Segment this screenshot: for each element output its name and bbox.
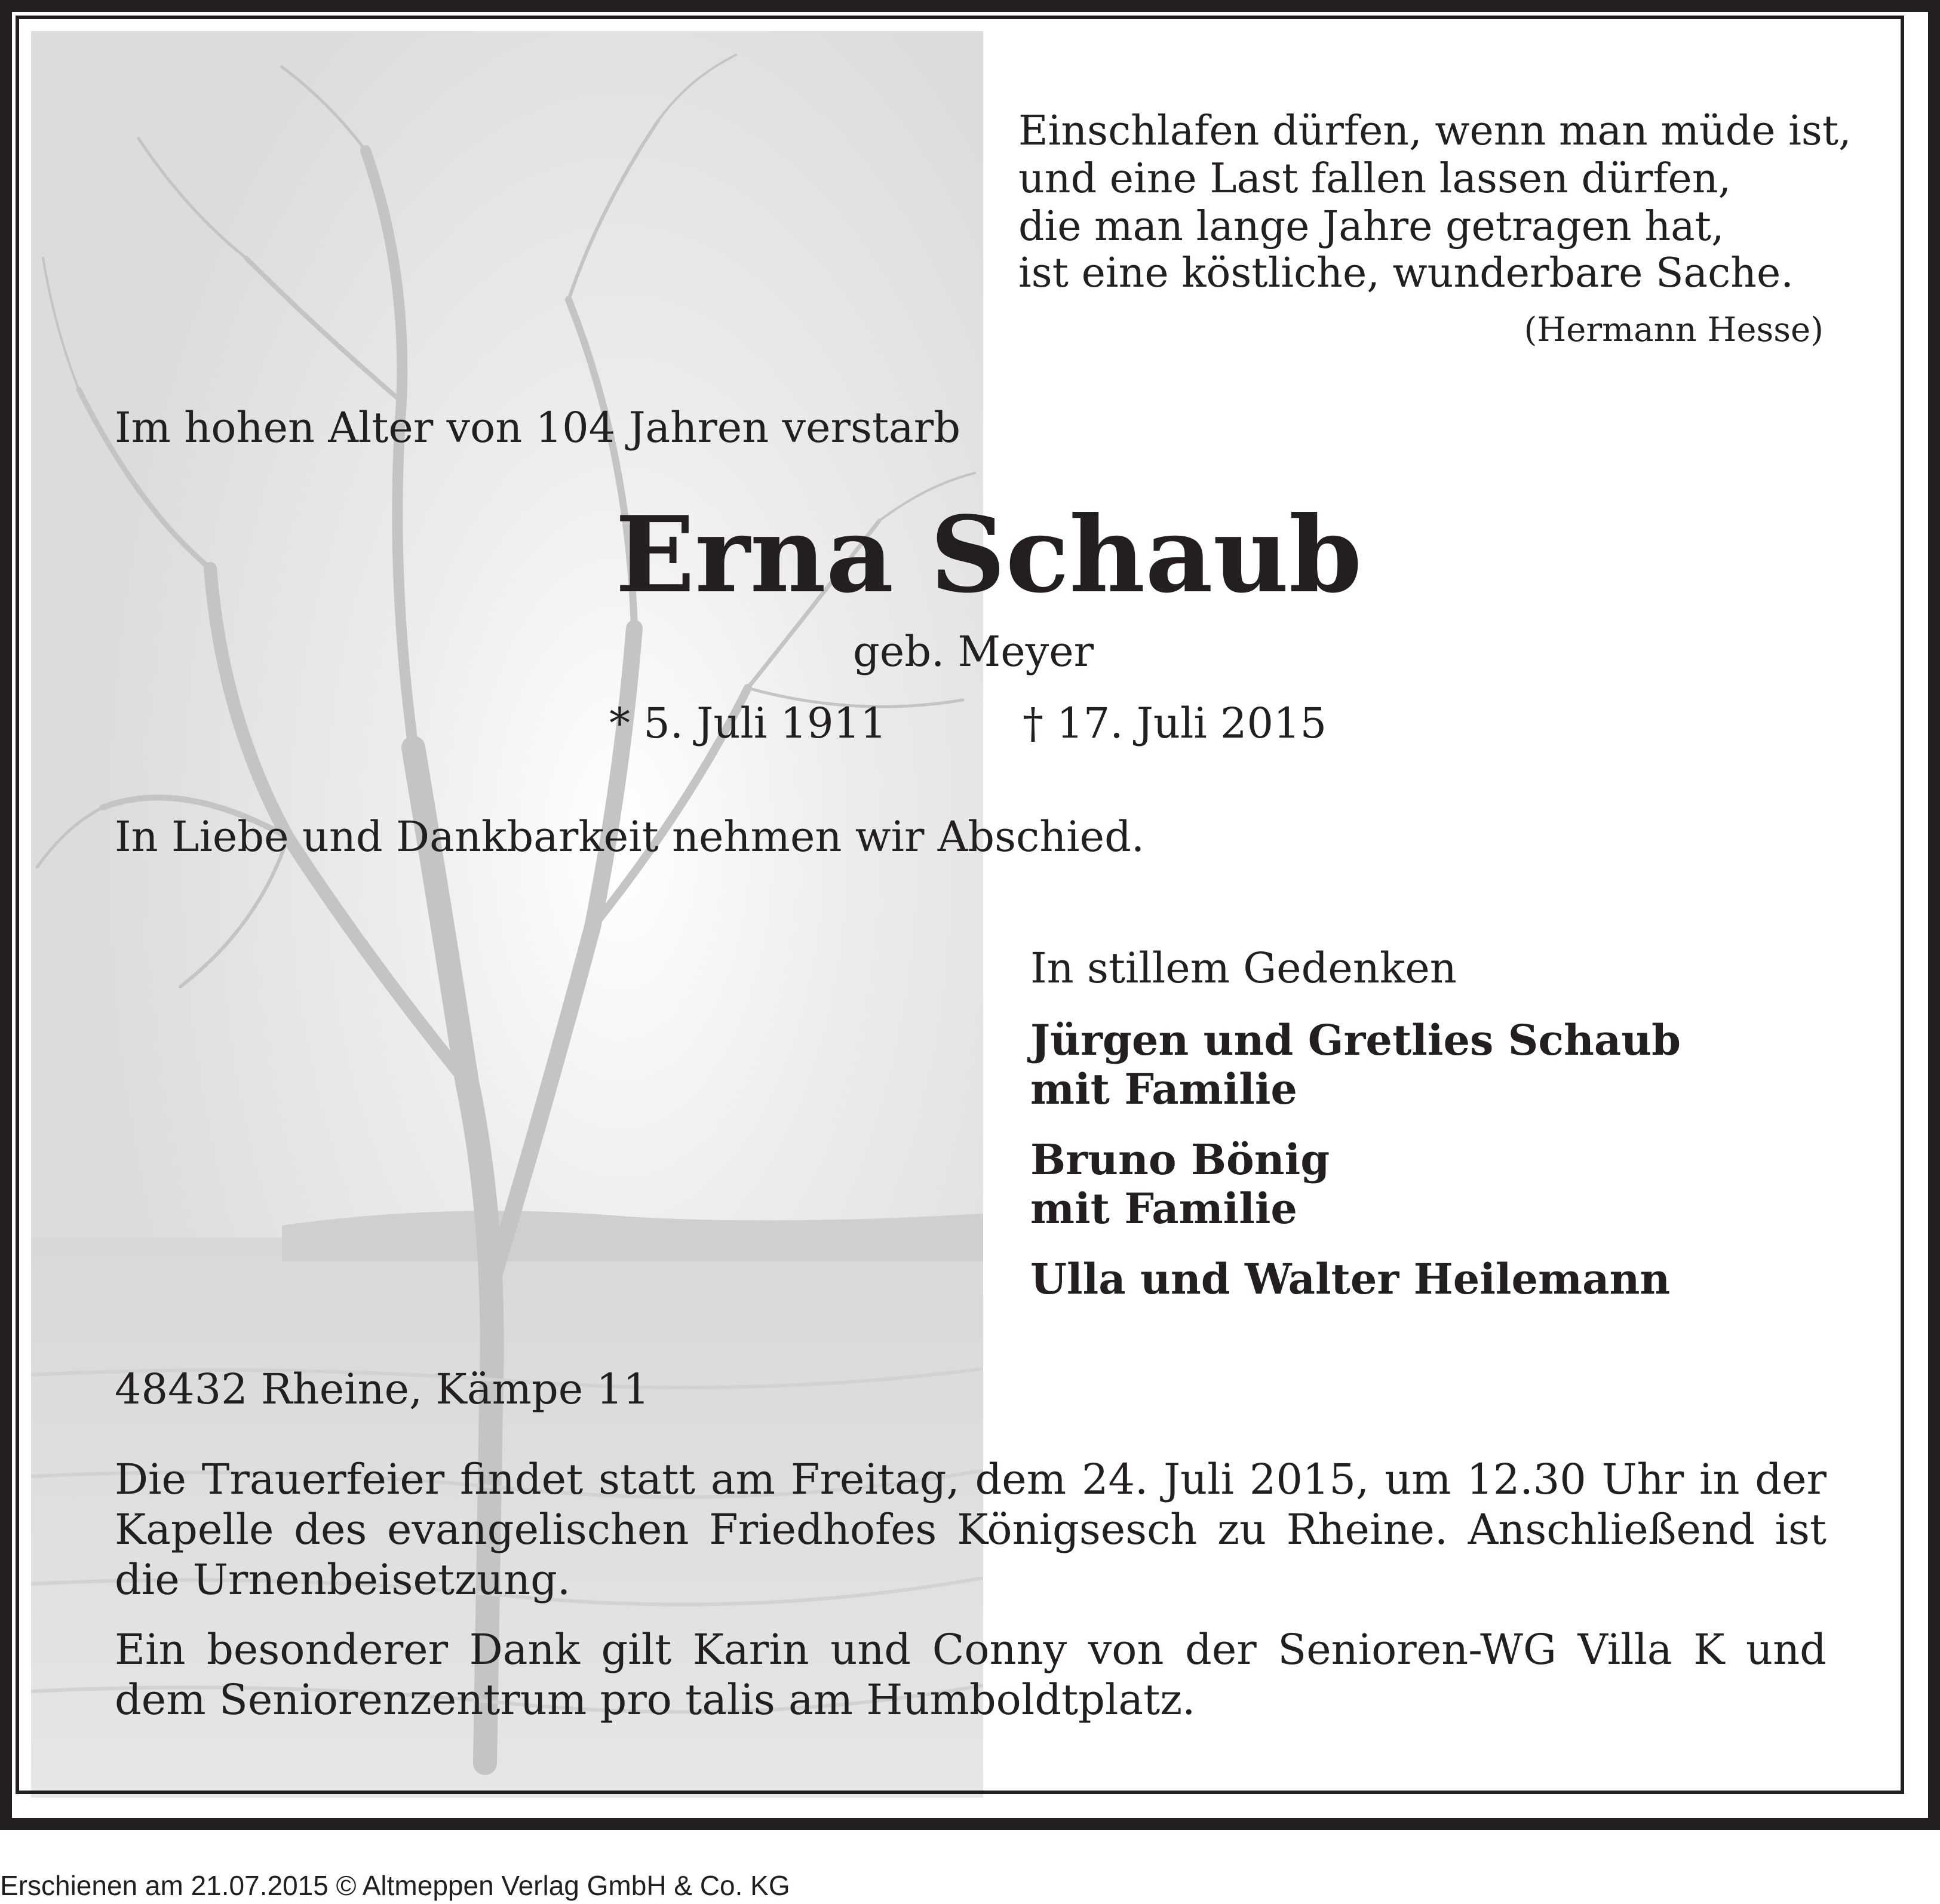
birth-date: * 5. Juli 1911 xyxy=(609,699,887,748)
poem-line: die man lange Jahre getragen hat, xyxy=(1018,203,1724,250)
death-date: † 17. Juli 2015 xyxy=(1023,699,1327,748)
farewell-text: In Liebe und Dankbarkeit nehmen wir Abschied. xyxy=(115,812,1145,861)
mourner-name: Ulla und Walter Heilemann xyxy=(1030,1254,1671,1304)
poem-line: und eine Last fallen lassen dürfen, xyxy=(1018,155,1732,202)
ceremony-paragraph: Die Trauerfeier findet statt am Freitag, dem 24. Juli 2015, um 12.30 Uhr in der Kapelle des evangelischen Friedhofes Königsesch zu Rheine. Anschließend ist die Urnenbeisetzung. xyxy=(115,1455,1827,1604)
poem-line: Einschlafen dürfen, wenn man müde ist, xyxy=(1018,108,1852,155)
poem-author: (Hermann Hesse) xyxy=(1524,311,1824,349)
mourner-name: Bruno Bönig xyxy=(1030,1135,1330,1184)
mourner-name: Jürgen und Gretlies Schaub xyxy=(1030,1015,1681,1065)
publication-footer: Erschienen am 21.07.2015 © Altmeppen Verlag GmbH & Co. KG xyxy=(0,1870,790,1901)
poem-line: ist eine köstliche, wunderbare Sache. xyxy=(1018,250,1794,297)
mourners-heading: In stillem Gedenken xyxy=(1030,944,1457,993)
thanks-paragraph: Ein besonderer Dank gilt Karin und Conny von der Senioren-WG Villa K und dem Seniorenzentrum pro talis am Humboldtplatz. xyxy=(115,1625,1827,1724)
birth-name: geb. Meyer xyxy=(853,627,1094,676)
mourner-family: mit Familie xyxy=(1030,1184,1297,1233)
deceased-name: Erna Schaub xyxy=(615,494,1362,616)
intro-text: Im hohen Alter von 104 Jahren verstarb xyxy=(115,403,961,452)
address-text: 48432 Rheine, Kämpe 11 xyxy=(115,1365,650,1414)
mourner-family: mit Familie xyxy=(1030,1064,1297,1114)
